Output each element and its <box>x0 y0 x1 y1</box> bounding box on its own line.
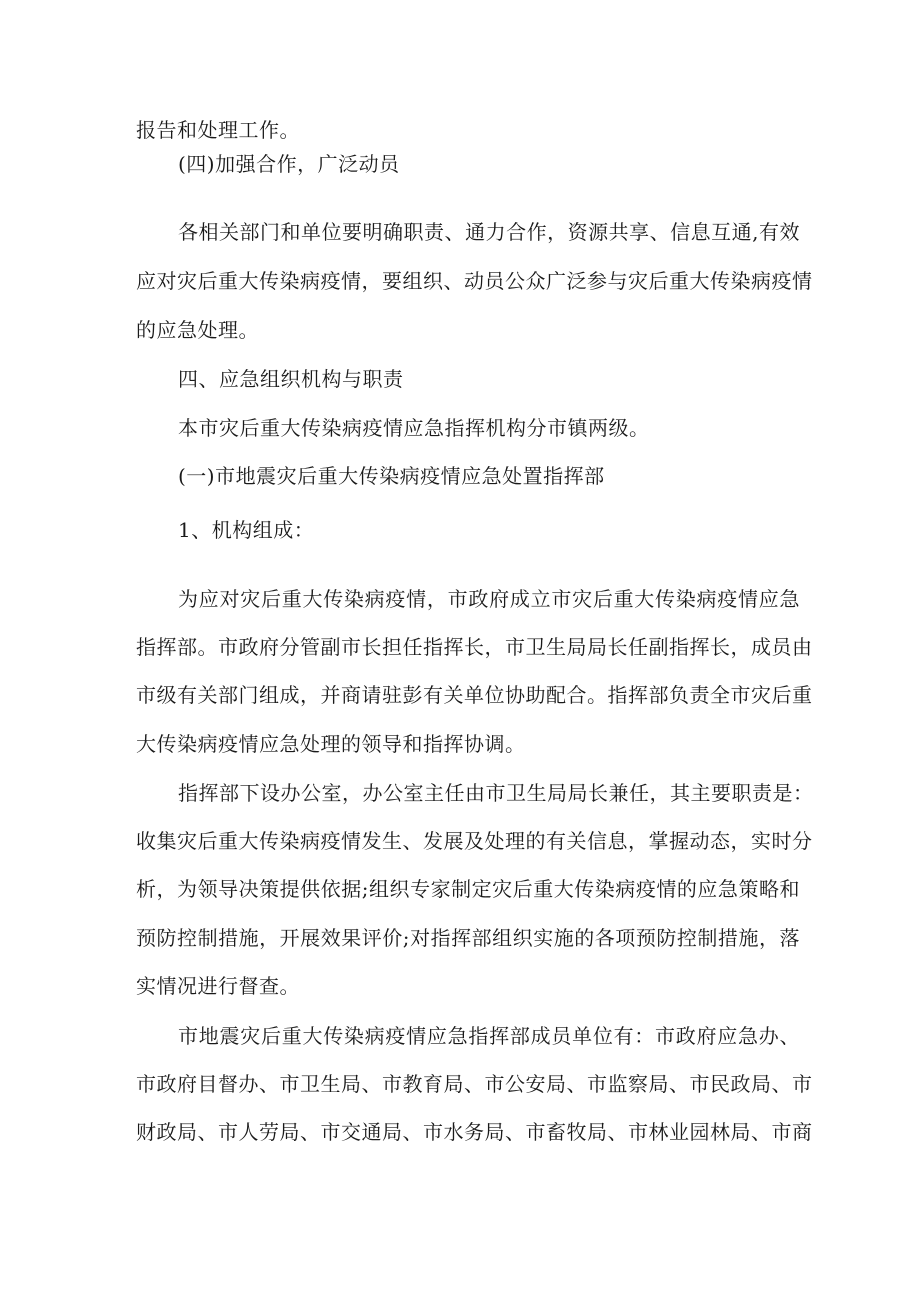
text-line: 本市灾后重大传染病疫情应急指挥机构分市镇两级。 <box>178 416 650 440</box>
text-line: 为应对灾后重大传染病疫情，市政府成立市灾后重大传染病疫情应急 <box>178 587 800 611</box>
text-line: 市政府目督办、市卫生局、市教育局、市公安局、市监察局、市民政局、市 <box>136 1072 813 1096</box>
text-line: 实情况进行督查。 <box>136 974 300 998</box>
text-line: 大传染病疫情应急处理的领导和指挥协调。 <box>136 732 526 756</box>
section-heading: (四)加强合作，广泛动员 <box>178 152 400 176</box>
text-line: 指挥部下设办公室，办公室主任由市卫生局局长兼任，其主要职责是： <box>178 781 814 805</box>
section-heading: (一)市地震灾后重大传染病疫情应急处置指挥部 <box>178 464 605 488</box>
text-line: 报告和处理工作。 <box>136 118 300 142</box>
text-line: 市地震灾后重大传染病疫情应急指挥部成员单位有：市政府应急办、 <box>178 1024 800 1048</box>
text-line: 市级有关部门组成，并商请驻彭有关单位协助配合。指挥部负责全市灾后重 <box>136 683 813 707</box>
text-line: 的应急处理。 <box>136 318 259 342</box>
text-line: 收集灾后重大传染病疫情发生、发展及处理的有关信息，掌握动态，实时分 <box>136 829 813 853</box>
text-line: 预防控制措施，开展效果评价;对指挥部组织实施的各项预防控制措施，落 <box>136 926 800 950</box>
text-line: 析，为领导决策提供依据;组织专家制定灾后重大传染病疫情的应急策略和 <box>136 877 800 901</box>
text-line: 财政局、市人劳局、市交通局、市水务局、市畜牧局、市林业园林局、市商 <box>136 1120 813 1144</box>
section-heading: 四、应急组织机构与职责 <box>178 367 404 391</box>
text-line: 应对灾后重大传染病疫情，要组织、动员公众广泛参与灾后重大传染病疫情 <box>136 269 813 293</box>
section-heading: 1、机构组成： <box>178 518 315 542</box>
text-line: 指挥部。市政府分管副市长担任指挥长，市卫生局局长任副指挥长，成员由 <box>136 635 813 659</box>
text-line: 各相关部门和单位要明确职责、通力合作，资源共享、信息互通,有效 <box>178 220 800 244</box>
